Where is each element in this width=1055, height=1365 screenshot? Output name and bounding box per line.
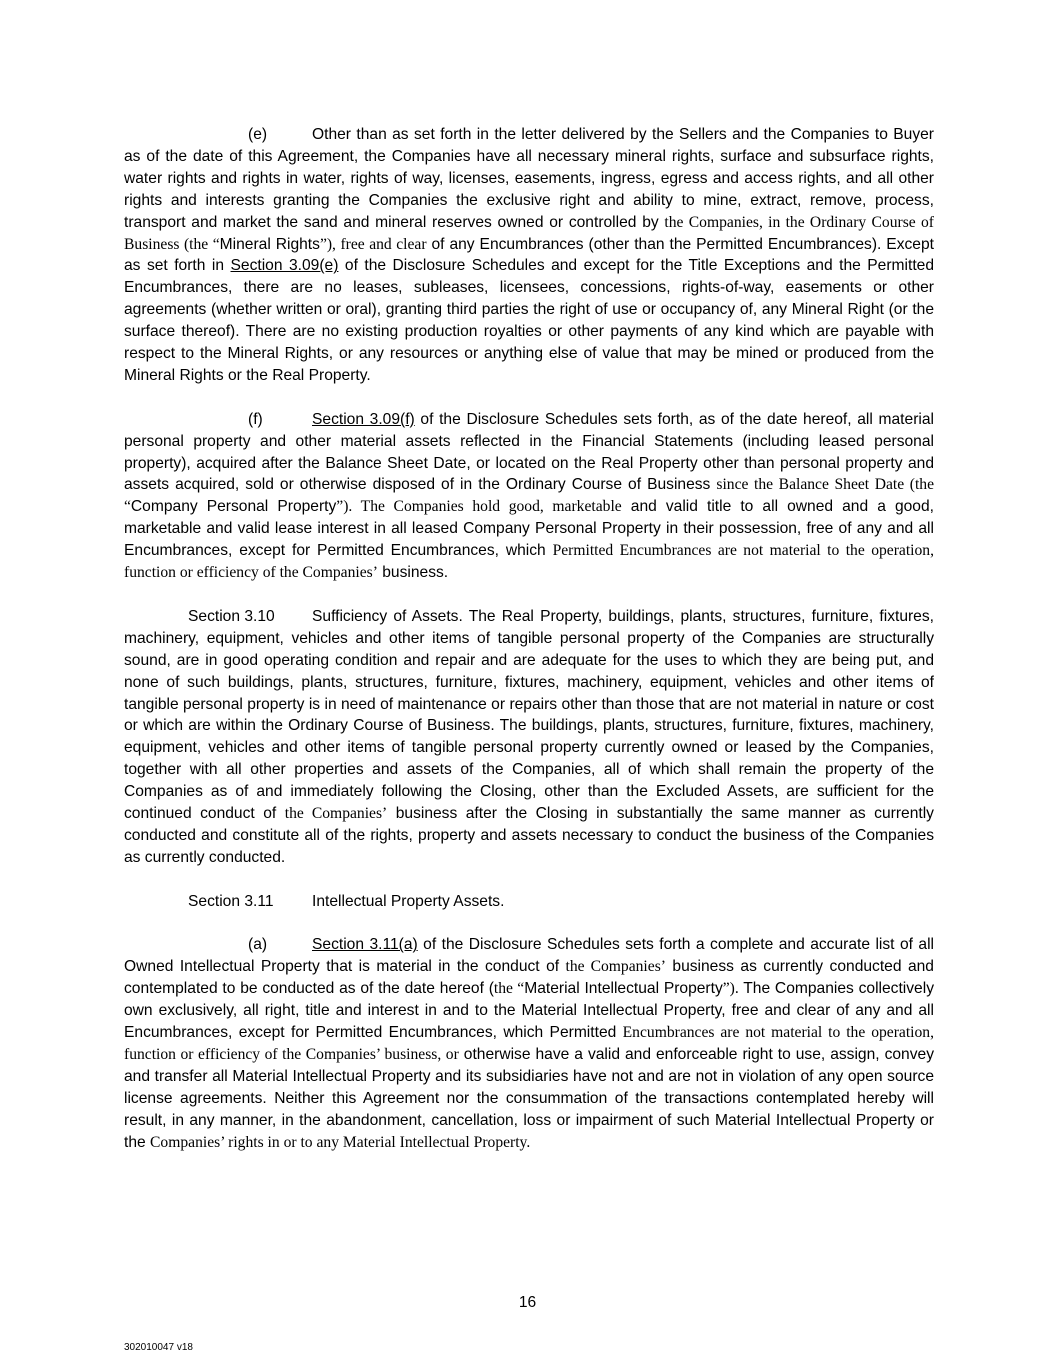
section-ref-3-11-a: Section 3.11(a) bbox=[312, 936, 418, 954]
paragraph-a-text-5: ”). bbox=[722, 980, 739, 998]
page-number: 16 bbox=[518, 1294, 537, 1311]
paragraph-e-text-5: of the Disclosure Schedules and except for the Title Exceptions and the Permitted Encumbrances, there are no leases, subleases, licensees, concessions, rights-of-way, easements or other agreements (whether written or oral), granting third parties the right of use or occupancy of, any Mineral Right (or the surface thereof). There are no existing production royalties or other payments of any kind which are payable with respect to the Mineral Rights, or any resources or anything else of value that may be mined or produced from the Mineral Rights or the Real Property. bbox=[124, 257, 934, 384]
paragraph-a-text-8: otherwise have a valid and enforceable right to use, assign, convey and transfer all Material Intellectual Property and its subsidiaries have not and are not in violation of any open source license agreements. Neither this Agreement nor the consummation of the transactions contemplated hereby will result, in any manner, in the abandonment, cancellation, loss or impairment of such Material Intellectual Property or the bbox=[124, 1046, 934, 1151]
paragraph-a-text-2: the Companies’ bbox=[565, 958, 666, 976]
paragraph-f-label: (f) bbox=[248, 410, 263, 428]
section-3-11-heading bbox=[124, 891, 934, 913]
document-id: 302010047 v18 bbox=[124, 1342, 193, 1353]
defined-term-material-intellectual-property: Material Intellectual Property bbox=[524, 980, 723, 998]
section-3-10-label: Section 3.10 bbox=[188, 607, 275, 625]
paragraph-e-text-4: of any Encumbrances (other than the Permitted Encumbrances). Except as set forth in bbox=[124, 235, 934, 275]
paragraph-e-text-3: ”), free and clear bbox=[319, 235, 427, 253]
section-3-10-text-3: business after the Closing in substantially the same manner as currently conducted and constitute all of the rights, property and assets necessary to conduct the business of the Companies as currently conducted. bbox=[124, 805, 934, 866]
paragraph-a-label: (a) bbox=[248, 936, 268, 954]
paragraph-f-text-2: since the Balance Sheet Date (the “ bbox=[124, 476, 934, 516]
paragraph-a-text-7: Encumbrances are not material to the operation, function or efficiency of the Companies’ business, or bbox=[124, 1024, 934, 1063]
section-ref-3-09-f: Section 3.09(f) bbox=[312, 410, 415, 428]
section-3-10-text-2: the Companies’ bbox=[284, 805, 388, 823]
section-3-10 bbox=[124, 606, 934, 869]
paragraph-e-text-1: Other than as set forth in the letter delivered by the Sellers and the Companies to Buyer as of the date of this Agreement, the Companies have all necessary mineral rights, surface and subsurface rights, water rights and rights in water, rights of way, licenses, easements, ingress, egress and access rights, and all other rights and interests granting the Companies the exclusive right and ability to mine, extract, remove, process, transport and market the sand and mineral reserves owned or controlled by bbox=[124, 126, 934, 231]
defined-term-company-personal-property: Company Personal Property bbox=[130, 498, 337, 516]
paragraph-f-text-3: ”). The Companies hold good, marketable bbox=[336, 498, 622, 516]
paragraph-a-text-6: The Companies collectively own exclusively, all right, title and interest in and to the Material Intellectual Property, free and clear of any and all Encumbrances, except for Permitted Encumbrances, which Permitted bbox=[124, 980, 934, 1042]
section-3-11-label: Section 3.11 bbox=[188, 892, 274, 910]
section-3-10-text-1: Sufficiency of Assets. The Real Property, buildings, plants, structures, furniture, fixtures, machinery, equipment, vehicles and other items of tangible personal property of the Companies are structurally sound, are in good operating condition and repair and are adequate for the uses to which they are being put, and none of such buildings, plants, structures, furniture, fixtures, machinery, equipment, vehicles and other items of tangible personal property is in need of maintenance or repairs other than those that are not material in nature or cost or which are within the Ordinary Course of Business. The buildings, plants, structures, furniture, fixtures, machinery, equipment, vehicles and other items of tangible personal property currently owned or leased by the Companies, together with all other properties and assets of the Companies, all of which shall remain the property of the Companies as of and immediately following the Closing, other than the Excluded Assets, are sufficient for the continued conduct of bbox=[124, 607, 934, 823]
document-body bbox=[124, 124, 934, 1154]
defined-term-mineral-rights: Mineral Rights bbox=[219, 235, 320, 253]
paragraph-a-text-9: Companies’ rights in or to any Material Intellectual Property. bbox=[150, 1133, 531, 1151]
paragraph-a-text-1: of the Disclosure Schedules sets forth a complete and accurate list of all Owned Intellectual Property that is material in the conduct of bbox=[124, 936, 934, 976]
paragraph-f-text-5: Permitted Encumbrances are not material to the operation, function or efficiency of the Companies’ bbox=[124, 542, 934, 582]
paragraph-a-text-4: the “ bbox=[493, 980, 525, 998]
section-ref-3-09-e: Section 3.09(e) bbox=[230, 257, 339, 275]
section-3-11-title: Intellectual Property Assets. bbox=[312, 892, 505, 910]
paragraph-f bbox=[124, 409, 934, 584]
paragraph-f-text-1: of the Disclosure Schedules sets forth, as of the date hereof, all material personal property and other material assets reflected in the Financial Statements (including leased personal property), acquired after the Balance Sheet Date, or located on the Real Property other than personal property and assets acquired, sold or otherwise disposed of in the Ordinary Course of Business bbox=[124, 410, 934, 494]
paragraph-e-text-2: the Companies, in the Ordinary Course of Business (the “ bbox=[124, 213, 934, 253]
paragraph-e bbox=[124, 124, 934, 387]
paragraph-f-text-4: and valid title to all owned and a good, marketable and valid lease interest in all leased Company Personal Property in their possession, free of any and all Encumbrances, except for Permitted Encumbrances, which bbox=[124, 498, 934, 560]
paragraph-e-label: (e) bbox=[248, 126, 268, 143]
paragraph-f-text-6: business. bbox=[382, 564, 449, 582]
paragraph-a-text-3: business as currently conducted and contemplated to be conducted as of the date hereof ( bbox=[124, 958, 934, 998]
paragraph-a bbox=[124, 934, 934, 1153]
